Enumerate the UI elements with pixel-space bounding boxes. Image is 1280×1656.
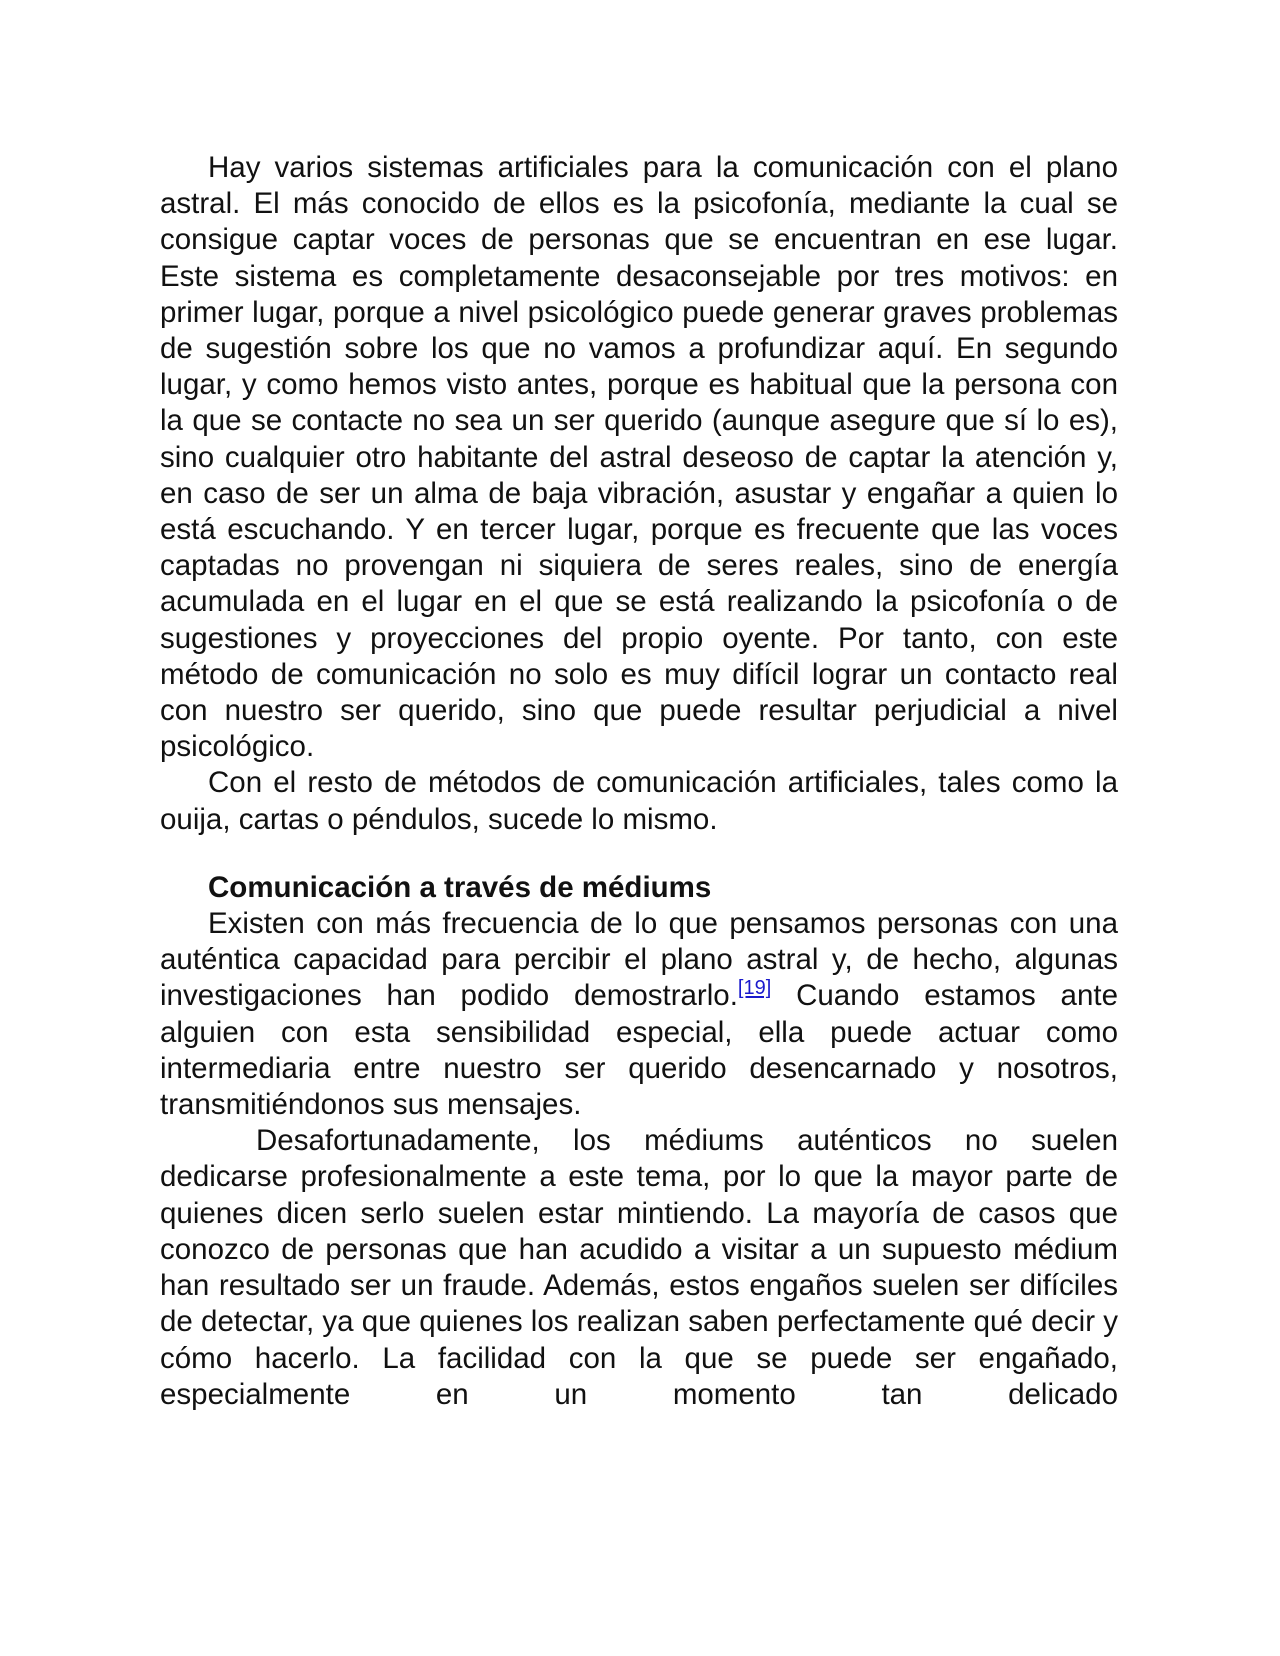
- paragraph-mediums-fraud: Desafortunadamente, los médiums auténticos no suelen dedicarse profesionalmente a este tema, por lo que la mayor parte de quienes dicen serlo suelen estar mintiendo. La mayoría de casos que conozco de personas que han acudido a visitar a un supuesto médium han resultado ser un fraude. Además, estos engaños suelen ser difíciles de detectar, ya que quienes los realizan saben perfectamente qué decir y cómo hacerlo. La facilidad con la que se puede ser engañado, especialmente en un momento tan delicado: [160, 1124, 1118, 1411]
- paragraph-mediums-existence: [160, 906, 1118, 1123]
- paragraph-other-methods: Con el resto de métodos de comunicación artificiales, tales como la ouija, cartas o péndulos, sucede lo mismo.: [160, 766, 1118, 836]
- paragraph-text-before-ref: Existen con más frecuencia de lo que pensamos personas con una auténtica capacidad para percibir el plano astral y, de hecho, algunas investigaciones han podido demostrarlo.: [160, 907, 1118, 1013]
- document-page: [160, 150, 1118, 1413]
- paragraph-psicofonia: Hay varios sistemas artificiales para la comunicación con el plano astral. El más conocido de ellos es la psicofonía, mediante la cual se consigue captar voces de personas que se encuentran en ese lugar. Este sistema es completamente desaconsejable por tres motivos: en primer lugar, porque a nivel psicológico puede generar graves problemas de sugestión sobre los que no vamos a profundizar aquí. En segundo lugar, y como hemos visto antes, porque es habitual que la persona con la que se contacte no sea un ser querido (aunque asegure que sí lo es), sino cualquier otro habitante del astral deseoso de captar la atención y, en caso de ser un alma de baja vibración, asustar y engañar a quien lo está escuchando. Y en tercer lugar, porque es frecuente que las voces captadas no provengan ni siquiera de seres reales, sino de energía acumulada en el lugar en el que se está realizando la psicofonía o de sugestiones y proyecciones del propio oyente. Por tanto, con este método de comunicación no solo es muy difícil lograr un contacto real con nuestro ser querido, sino que puede resultar perjudicial a nivel psicológico.: [160, 151, 1118, 764]
- paragraph-text-after-ref: Cuando estamos ante alguien con esta sensibilidad especial, ella puede actuar como intermediaria entre nuestro ser querido desencarnado y nosotros, transmitiéndonos sus mensajes.: [160, 979, 1118, 1122]
- footnote-reference-link[interactable]: [19]: [737, 977, 772, 1000]
- section-heading: Comunicación a través de médiums: [208, 870, 712, 904]
